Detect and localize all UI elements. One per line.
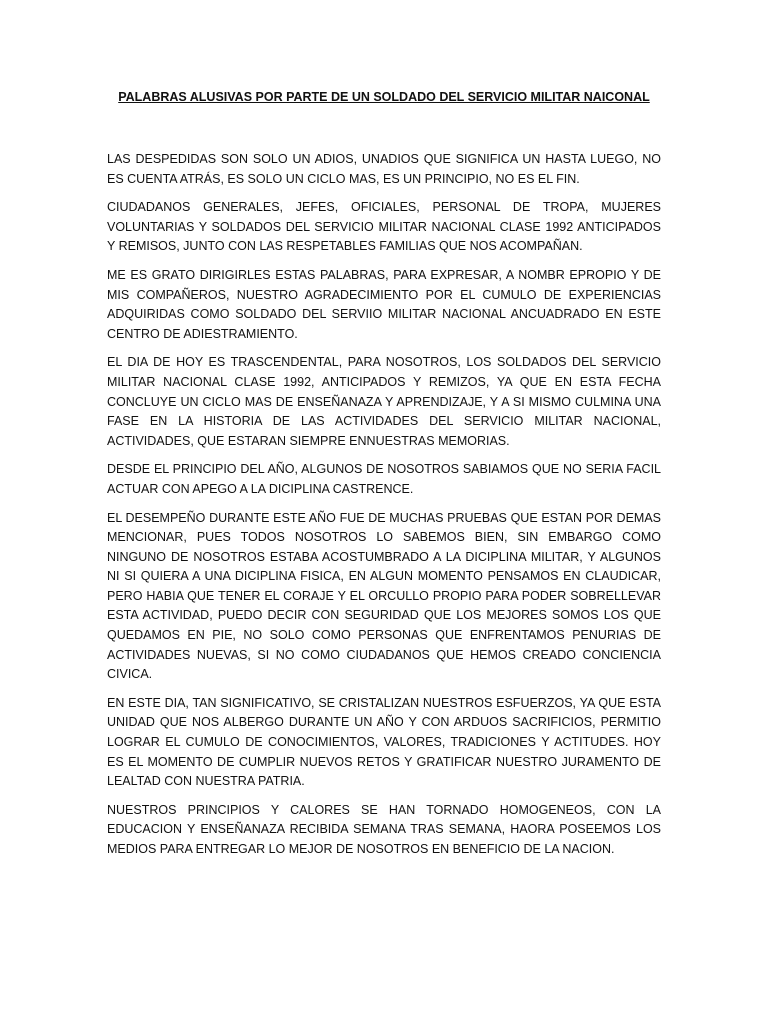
paragraph-2: CIUDADANOS GENERALES, JEFES, OFICIALES, PERSONAL DE TROPA, MUJERES VOLUNTARIAS Y SOLDADOS DEL SERVICIO MILITAR NACIONAL CLASE 1992 ANTICIPADOS Y REMISOS, JUNTO CON LAS RESPETABLES FAMILIAS QUE NOS ACOMPAÑAN.: [107, 200, 661, 254]
paragraph-6: EL DESEMPEÑO DURANTE ESTE AÑO FUE DE MUCHAS PRUEBAS QUE ESTAN POR DEMAS MENCIONAR, PUES TODOS NOSOTROS LO SABEMOS BIEN, SIN EMBARGO COMO NINGUNO DE NOSOTROS ESTABA ACOSTUMBRADO A LA DICIPLINA MILITAR, Y ALGUNOS NI SI QUIERA A UNA DICIPLINA FISICA, EN ALGUN MOMENTO PENSAMOS EN CLAUDICAR, PERO HABIA QUE TENER EL CORAJE Y EL ORCULLO PROPIO PARA PODER SOBRELLEVAR ESTA ACTIVIDAD, PUEDO DECIR CON SEGURIDAD QUE LOS MEJORES SOMOS LOS QUE QUEDAMOS EN PIE, NO SOLO COMO PERSONAS QUE ENFRENTAMOS PENURIAS DE ACTIVIDADES NUEVAS, SI NO COMO CIUDADANOS QUE HEMOS CREADO CONCIENCIA CIVICA.: [107, 510, 661, 682]
paragraph-8: NUESTROS PRINCIPIOS Y CALORES SE HAN TORNADO HOMOGENEOS, CON LA EDUCACION Y ENSEÑANAZA RECIBIDA SEMANA TRAS SEMANA, HAORA POSEEMOS LOS MEDIOS PARA ENTREGAR LO MEJOR DE NOSOTROS EN BENEFICIO DE LA NACION.: [107, 802, 661, 856]
paragraph-4: EL DIA DE HOY ES TRASCENDENTAL, PARA NOSOTROS, LOS SOLDADOS DEL SERVICIO MILITAR NACIONAL CLASE 1992, ANTICIPADOS Y REMIZOS, YA QUE EN ESTA FECHA CONCLUYE UN CICLO MAS DE ENSEÑANAZA Y APRENDIZAJE, Y A SI MISMO CULMINA UNA FASE EN LA HISTORIA DE LAS ACTIVIDADES DEL SERVICIO MILITAR NACIONAL, ACTIVIDADES, QUE ESTARAN SIEMPRE ENNUESTRAS MEMORIAS.: [107, 355, 661, 448]
document-title: PALABRAS ALUSIVAS POR PARTE DE UN SOLDADO DEL SERVICIO MILITAR NAICONAL: [118, 90, 650, 104]
document-body: [107, 150, 661, 869]
paragraph-5: DESDE EL PRINCIPIO DEL AÑO, ALGUNOS DE NOSOTROS SABIAMOS QUE NO SERIA FACIL ACTUAR CON APEGO A LA DICIPLINA CASTRENCE.: [107, 462, 661, 496]
paragraph-1: LAS DESPEDIDAS SON SOLO UN ADIOS, UNADIOS QUE SIGNIFICA UN HASTA LUEGO, NO ES CUENTA ATRÁS, ES SOLO UN CICLO MAS, ES UN PRINCIPIO, NO ES EL FIN.: [107, 152, 661, 186]
paragraph-7: EN ESTE DIA, TAN SIGNIFICATIVO, SE CRISTALIZAN NUESTROS ESFUERZOS, YA QUE ESTA UNIDAD QUE NOS ALBERGO DURANTE UN AÑO Y CON ARDUOS SACRIFICIOS, PERMITIO LOGRAR EL CUMULO DE CONOCIMIENTOS, VALORES, TRADICIONES Y ACTITUDES. HOY ES EL MOMENTO DE CUMPLIR NUEVOS RETOS Y GRATIFICAR NUESTRO JURAMENTO DE LEALTAD CON NUESTRA PATRIA.: [107, 695, 661, 789]
paragraph-3: ME ES GRATO DIRIGIRLES ESTAS PALABRAS, PARA EXPRESAR, A NOMBR EPROPIO Y DE MIS COMPAÑEROS, NUESTRO AGRADECIMIENTO POR EL CUMULO DE EXPERIENCIAS ADQUIRIDAS COMO SOLDADO DEL SERVIIO MILITAR NACIONAL ANCUADRADO EN ESTE CENTRO DE ADIESTRAMIENTO.: [107, 267, 661, 341]
